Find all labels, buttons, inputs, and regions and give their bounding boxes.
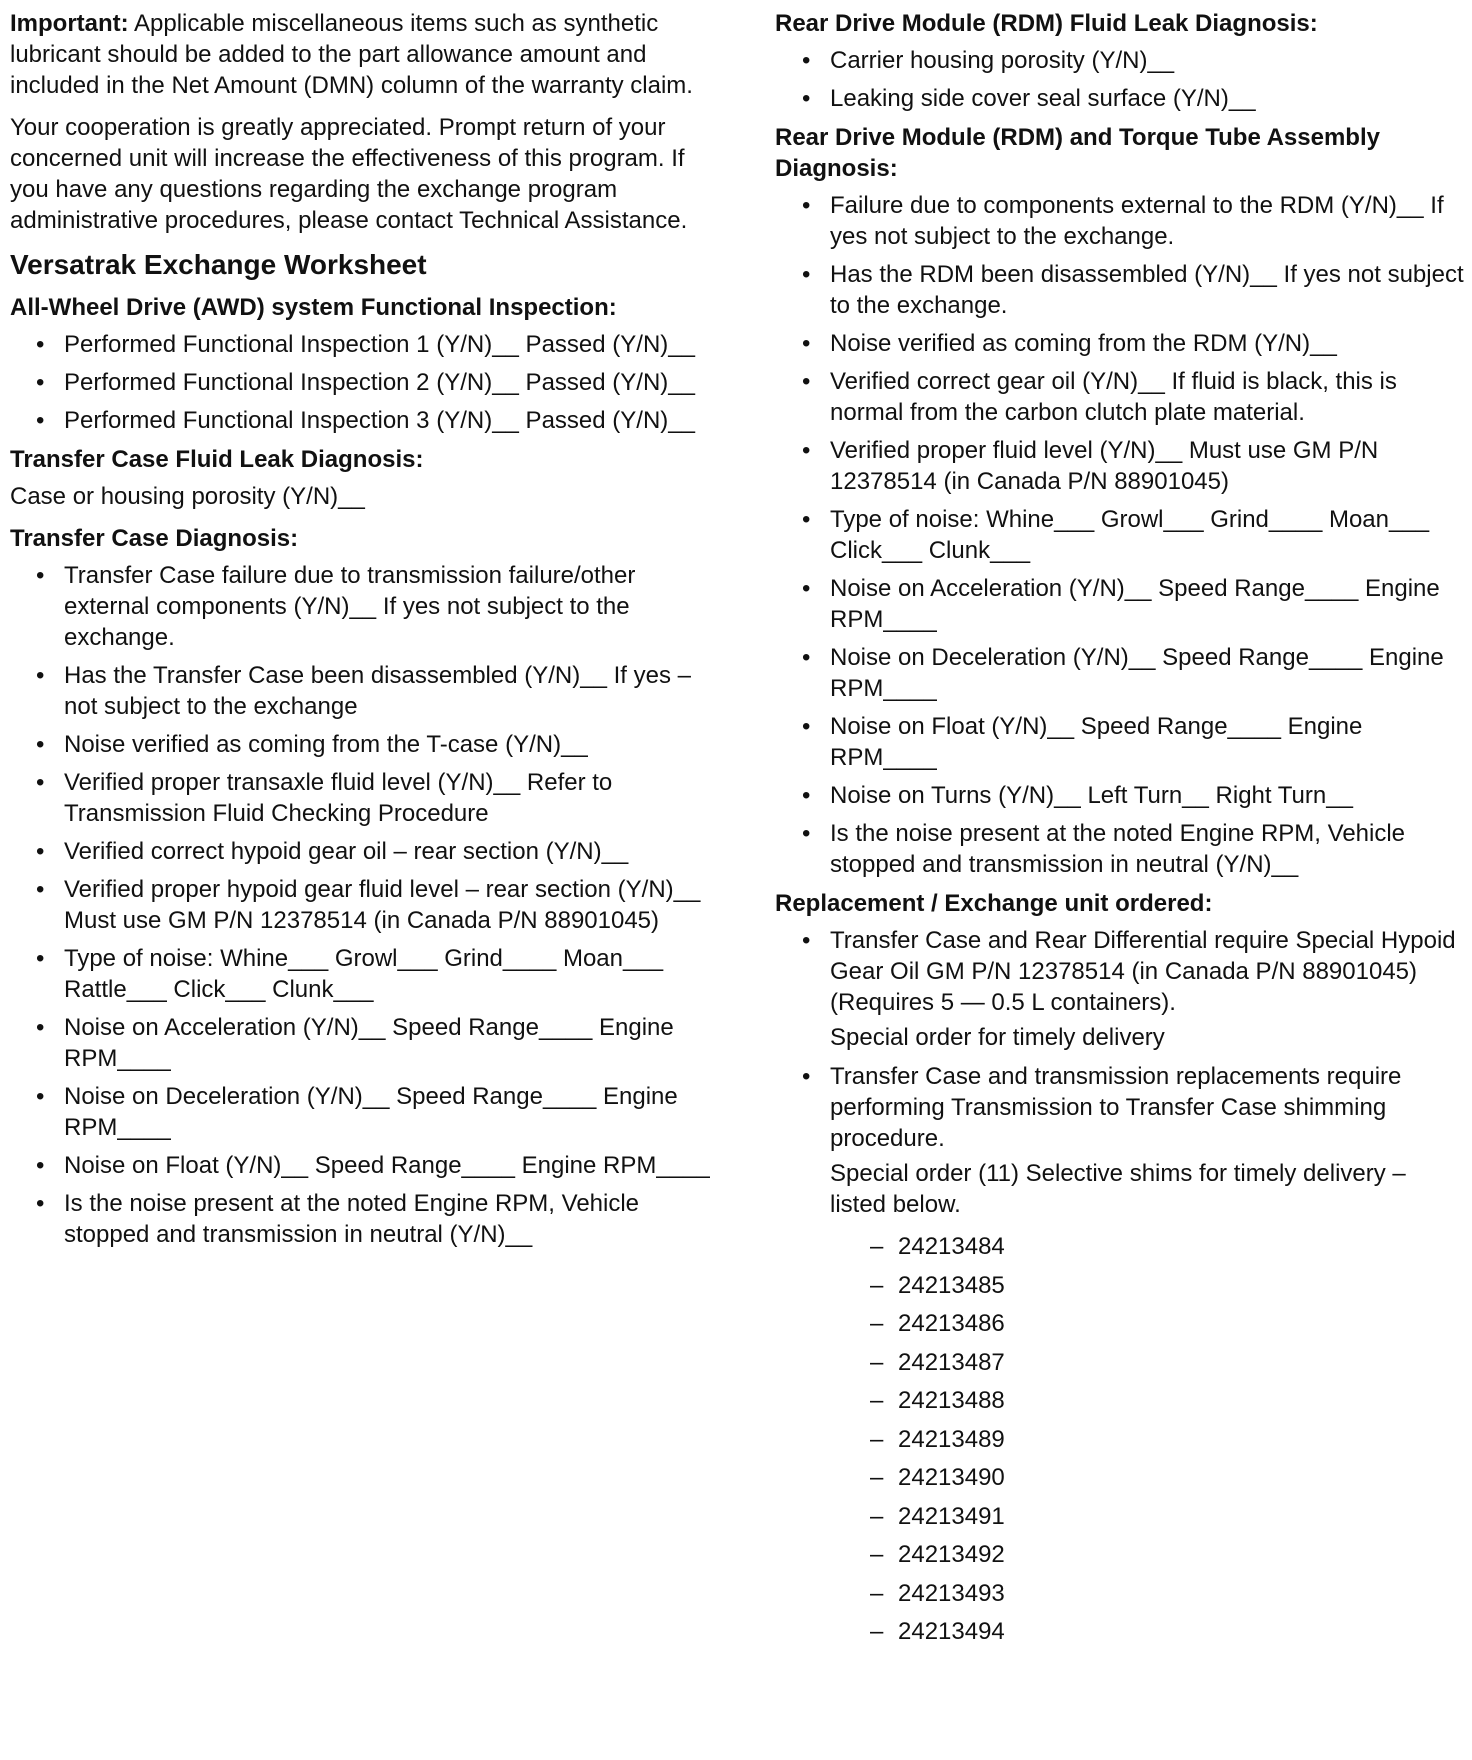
right-column	[775, 8, 1465, 1660]
tc-diagnosis-item: • Noise on Deceleration (Y/N)__ Speed Range____ Engine RPM____	[10, 1081, 710, 1143]
shim-part-number: – 24213490	[870, 1459, 1465, 1498]
tc-diagnosis-list	[10, 560, 710, 1250]
shim-part-number: – 24213486	[870, 1305, 1465, 1344]
replacement-heading: Replacement / Exchange unit ordered:	[775, 890, 1213, 917]
left-column	[10, 8, 710, 1258]
shim-part-number: – 24213487	[870, 1344, 1465, 1383]
important-text: Applicable miscellaneous items such as synthetic lubricant should be added to the part allowance amount and included in the Net Amount (DMN) column of the warranty claim.	[10, 10, 693, 99]
rdm-diagnosis-item: • Noise on Float (Y/N)__ Speed Range____ Engine RPM____	[775, 711, 1465, 773]
rdm-diagnosis-item: • Type of noise: Whine___ Growl___ Grind____ Moan___ Click___ Clunk___	[775, 504, 1465, 566]
important-paragraph	[10, 8, 710, 101]
worksheet-title: Versatrak Exchange Worksheet	[10, 249, 427, 280]
tc-leak-heading: Transfer Case Fluid Leak Diagnosis:	[10, 446, 424, 473]
replacement-note: Special order for timely delivery	[830, 1024, 1165, 1051]
awd-item: • Performed Functional Inspection 1 (Y/N)__ Passed (Y/N)__	[10, 329, 710, 360]
rdm-diagnosis-item: • Failure due to components external to the RDM (Y/N)__ If yes not subject to the exchange.	[775, 190, 1465, 252]
awd-item: • Performed Functional Inspection 3 (Y/N)__ Passed (Y/N)__	[10, 405, 710, 436]
rdm-diagnosis-item: • Has the RDM been disassembled (Y/N)__ If yes not subject to the exchange.	[775, 259, 1465, 321]
tc-diagnosis-item: • Noise verified as coming from the T-case (Y/N)__	[10, 729, 710, 760]
rdm-leak-item: • Leaking side cover seal surface (Y/N)__	[775, 83, 1465, 114]
shim-part-number: – 24213485	[870, 1267, 1465, 1306]
shim-part-number: – 24213489	[870, 1421, 1465, 1460]
shim-list	[830, 1228, 1465, 1652]
important-label: Important:	[10, 10, 129, 37]
tc-diagnosis-heading: Transfer Case Diagnosis:	[10, 525, 299, 552]
tc-diagnosis-item: • Has the Transfer Case been disassembled (Y/N)__ If yes – not subject to the exchange	[10, 660, 710, 722]
awd-item: • Performed Functional Inspection 2 (Y/N)__ Passed (Y/N)__	[10, 367, 710, 398]
rdm-diagnosis-item: • Noise on Acceleration (Y/N)__ Speed Range____ Engine RPM____	[775, 573, 1465, 635]
rdm-diagnosis-item: • Noise verified as coming from the RDM (Y/N)__	[775, 328, 1465, 359]
rdm-diagnosis-item: • Verified proper fluid level (Y/N)__ Must use GM P/N 12378514 (in Canada P/N 88901045)	[775, 435, 1465, 497]
awd-list	[10, 329, 710, 436]
tc-diagnosis-item: • Verified correct hypoid gear oil – rear section (Y/N)__	[10, 836, 710, 867]
awd-heading: All-Wheel Drive (AWD) system Functional Inspection:	[10, 294, 617, 321]
replacement-item	[775, 1061, 1465, 1652]
shim-part-number: – 24213492	[870, 1536, 1465, 1575]
rdm-leak-list	[775, 45, 1465, 114]
tc-diagnosis-item: • Noise on Acceleration (Y/N)__ Speed Range____ Engine RPM____	[10, 1012, 710, 1074]
shim-part-number: – 24213493	[870, 1575, 1465, 1614]
rdm-torque-tube-list	[775, 190, 1465, 880]
replacement-note: Special order (11) Selective shims for timely delivery – listed below.	[830, 1160, 1406, 1218]
tc-diagnosis-item: • Noise on Float (Y/N)__ Speed Range____ Engine RPM____	[10, 1150, 710, 1181]
replacement-item-text: • Transfer Case and Rear Differential require Special Hypoid Gear Oil GM P/N 12378514 (in Canada P/N 88901045) (Requires 5 — 0.5 L containers).	[830, 927, 1456, 1016]
shim-part-number: – 24213491	[870, 1498, 1465, 1537]
replacement-item-text: • Transfer Case and transmission replacements require performing Transmission to Transfer Case shimming procedure.	[830, 1063, 1402, 1152]
cooperation-paragraph: Your cooperation is greatly appreciated. Prompt return of your concerned unit will increase the effectiveness of this program. If you have any questions regarding the exchange program administrative procedures, please contact Technical Assistance.	[10, 114, 688, 234]
tc-diagnosis-item: • Is the noise present at the noted Engine RPM, Vehicle stopped and transmission in neutral (Y/N)__	[10, 1188, 710, 1250]
rdm-leak-heading: Rear Drive Module (RDM) Fluid Leak Diagnosis:	[775, 10, 1318, 37]
tc-diagnosis-item: • Type of noise: Whine___ Growl___ Grind____ Moan___ Rattle___ Click___ Clunk___	[10, 943, 710, 1005]
shim-part-number: – 24213494	[870, 1613, 1465, 1652]
rdm-diagnosis-item: • Noise on Turns (Y/N)__ Left Turn__ Right Turn__	[775, 780, 1465, 811]
tc-diagnosis-item: • Verified proper hypoid gear fluid level – rear section (Y/N)__ Must use GM P/N 12378514 (in Canada P/N 88901045)	[10, 874, 710, 936]
replacement-item	[775, 925, 1465, 1053]
tc-leak-text: Case or housing porosity (Y/N)__	[10, 483, 365, 510]
tc-diagnosis-item: • Verified proper transaxle fluid level (Y/N)__ Refer to Transmission Fluid Checking Procedure	[10, 767, 710, 829]
tc-diagnosis-item: • Transfer Case failure due to transmission failure/other external components (Y/N)__ If yes not subject to the exchange.	[10, 560, 710, 653]
shim-part-number: – 24213484	[870, 1228, 1465, 1267]
rdm-diagnosis-item: • Noise on Deceleration (Y/N)__ Speed Range____ Engine RPM____	[775, 642, 1465, 704]
rdm-leak-item: • Carrier housing porosity (Y/N)__	[775, 45, 1465, 76]
rdm-diagnosis-item: • Is the noise present at the noted Engine RPM, Vehicle stopped and transmission in neutral (Y/N)__	[775, 818, 1465, 880]
replacement-list	[775, 925, 1465, 1652]
rdm-torque-tube-heading: Rear Drive Module (RDM) and Torque Tube Assembly Diagnosis:	[775, 124, 1380, 182]
shim-part-number: – 24213488	[870, 1382, 1465, 1421]
rdm-diagnosis-item: • Verified correct gear oil (Y/N)__ If fluid is black, this is normal from the carbon clutch plate material.	[775, 366, 1465, 428]
